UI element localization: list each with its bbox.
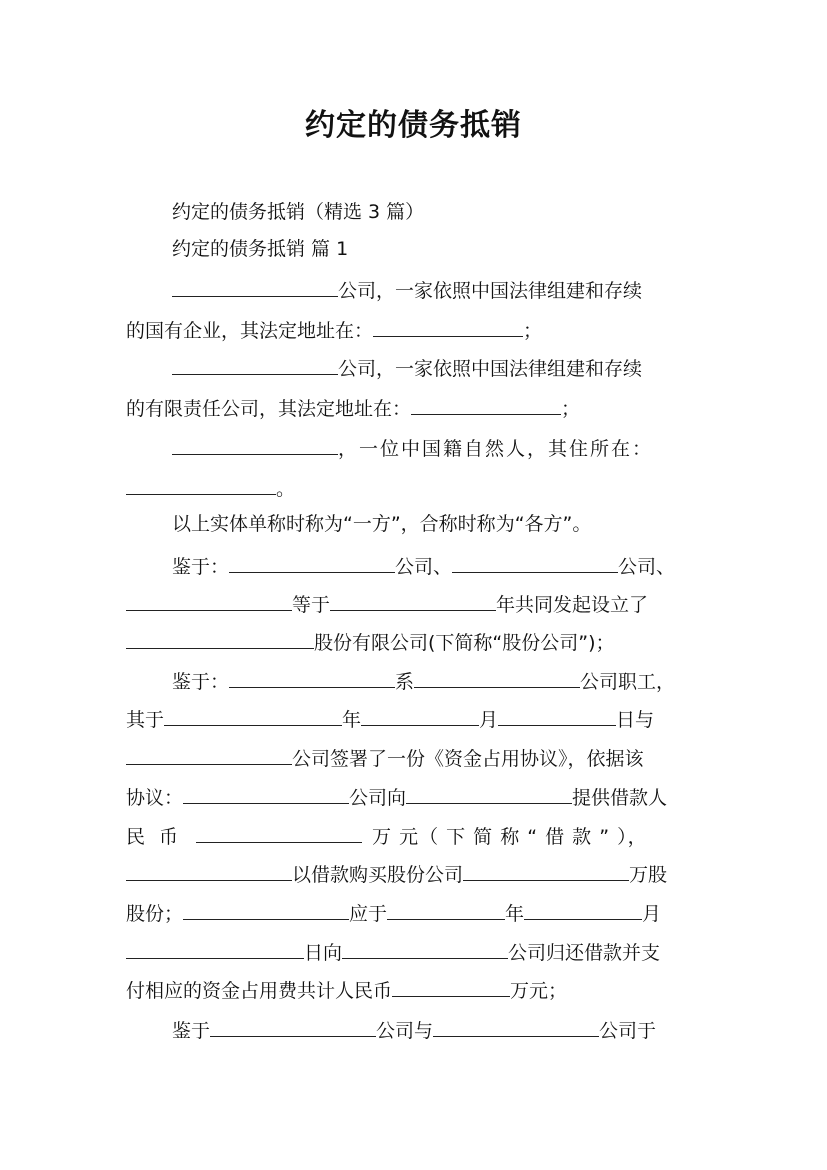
text-fragment: 公司签署了一份《资金占用协议》，依据该 xyxy=(292,748,644,770)
text-fragment: ； xyxy=(561,398,581,420)
fill-in-blank[interactable] xyxy=(126,736,292,765)
paragraph-3-line-1 xyxy=(172,426,706,466)
paragraph-5-line-3 xyxy=(126,620,706,660)
fill-in-blank[interactable] xyxy=(452,544,618,573)
text-fragment: 万 元（ 下 简 称 “ 借 款 ” ）， xyxy=(372,826,648,848)
text-fragment: 年共同发起设立了 xyxy=(496,594,649,616)
text-fragment: 以上实体单称时称为“一方”，合称时称为“各方”。 xyxy=(172,513,592,535)
text-fragment: 提供借款人 xyxy=(572,787,668,809)
fill-in-blank[interactable] xyxy=(229,544,395,573)
fill-in-blank[interactable] xyxy=(387,891,505,920)
text-fragment: 月 xyxy=(479,709,499,731)
paragraph-6-line-9 xyxy=(126,968,706,1008)
text-fragment: 应于 xyxy=(349,903,388,925)
fill-in-blank[interactable] xyxy=(414,659,580,688)
text-fragment: 公司，一家依照中国法律组建和存续 xyxy=(338,280,643,302)
paragraph-6-line-3 xyxy=(126,736,706,776)
fill-in-blank[interactable] xyxy=(164,697,342,726)
text-fragment: 公司于 xyxy=(599,1020,657,1042)
text-fragment: 公司归还借款并支 xyxy=(508,942,661,964)
paragraph-3-line-2 xyxy=(126,466,706,506)
text-fragment: 以借款购买股份公司 xyxy=(292,864,464,886)
document-title: 约定的债务抵销 xyxy=(305,108,522,143)
fill-in-blank[interactable] xyxy=(172,346,338,375)
text-fragment: 系 xyxy=(395,671,415,693)
fill-in-blank[interactable] xyxy=(411,386,561,415)
fill-in-blank[interactable] xyxy=(126,852,292,881)
fill-in-blank[interactable] xyxy=(524,891,642,920)
text-fragment: 日与 xyxy=(616,709,655,731)
fill-in-blank[interactable] xyxy=(330,582,496,611)
fill-in-blank[interactable] xyxy=(433,1008,599,1037)
fill-in-blank[interactable] xyxy=(196,814,362,843)
paragraph-1-line-1 xyxy=(172,268,706,308)
text-fragment: 其于 xyxy=(126,709,165,731)
fill-in-blank[interactable] xyxy=(126,466,276,495)
text-fragment: 鉴于： xyxy=(172,556,230,578)
section-heading: 约定的债务抵销 篇 1 xyxy=(172,238,349,260)
text-fragment: 股份有限公司(下简称“股份公司”)； xyxy=(314,632,615,654)
fill-in-blank[interactable] xyxy=(210,1008,376,1037)
fill-in-blank[interactable] xyxy=(126,930,304,959)
text-fragment: 协议： xyxy=(126,787,184,809)
fill-in-blank[interactable] xyxy=(392,968,510,997)
subtitle-line xyxy=(172,192,706,232)
fill-in-blank[interactable] xyxy=(463,852,629,881)
text-fragment: ，一位中国籍自然人，其住所在： xyxy=(338,438,654,460)
text-fragment: 鉴于： xyxy=(172,671,230,693)
text-fragment: 民 币 xyxy=(126,826,183,848)
paragraph-6-line-4 xyxy=(126,775,706,815)
text-fragment: 公司、 xyxy=(618,556,676,578)
paragraph-6-line-1 xyxy=(172,659,706,699)
text-fragment: 股份； xyxy=(126,903,184,925)
text-fragment: 万元； xyxy=(510,980,568,1002)
text-fragment: 等于 xyxy=(292,594,331,616)
text-fragment: 万股 xyxy=(629,864,668,886)
fill-in-blank[interactable] xyxy=(229,659,395,688)
text-fragment: 的国有企业，其法定地址在： xyxy=(126,320,374,342)
fill-in-blank[interactable] xyxy=(342,930,508,959)
text-fragment: 月 xyxy=(642,903,662,925)
fill-in-blank[interactable] xyxy=(172,268,338,297)
text-fragment: 年 xyxy=(342,709,362,731)
text-fragment: 公司向 xyxy=(349,787,407,809)
text-fragment: 公司职工， xyxy=(580,671,676,693)
fill-in-blank[interactable] xyxy=(172,426,338,455)
paragraph-6-line-8 xyxy=(126,930,706,970)
paragraph-2-line-1 xyxy=(172,346,706,386)
fill-in-blank[interactable] xyxy=(361,697,479,726)
paragraph-1-line-2 xyxy=(126,308,706,348)
fill-in-blank[interactable] xyxy=(406,775,572,804)
fill-in-blank[interactable] xyxy=(183,891,349,920)
paragraph-4 xyxy=(172,504,706,544)
text-fragment: 付相应的资金占用费共计人民币 xyxy=(126,980,393,1002)
fill-in-blank[interactable] xyxy=(183,775,349,804)
text-fragment: 年 xyxy=(505,903,525,925)
paragraph-6-line-7 xyxy=(126,891,706,931)
paragraph-5-line-2 xyxy=(126,582,706,622)
text-fragment: 鉴于 xyxy=(172,1020,211,1042)
text-fragment: ； xyxy=(523,320,543,342)
paragraph-7-line-1 xyxy=(172,1008,706,1048)
paragraph-6-line-2 xyxy=(126,697,706,737)
paragraph-6-line-6 xyxy=(126,852,706,892)
fill-in-blank[interactable] xyxy=(498,697,616,726)
fill-in-blank[interactable] xyxy=(126,620,314,649)
paragraph-5-line-1 xyxy=(172,544,706,584)
fill-in-blank[interactable] xyxy=(373,308,523,337)
paragraph-2-line-2 xyxy=(126,386,706,426)
text-fragment: 公司、 xyxy=(395,556,453,578)
text-fragment: 日向 xyxy=(304,942,343,964)
paragraph-6-line-5 xyxy=(126,814,706,854)
subtitle: 约定的债务抵销（精选 3 篇） xyxy=(172,201,425,223)
text-fragment: 。 xyxy=(276,478,296,500)
text-fragment: 公司与 xyxy=(376,1020,434,1042)
text-fragment: 的有限责任公司，其法定地址在： xyxy=(126,398,412,420)
section-heading-line xyxy=(172,229,706,269)
fill-in-blank[interactable] xyxy=(126,582,292,611)
text-fragment: 公司，一家依照中国法律组建和存续 xyxy=(338,358,643,380)
